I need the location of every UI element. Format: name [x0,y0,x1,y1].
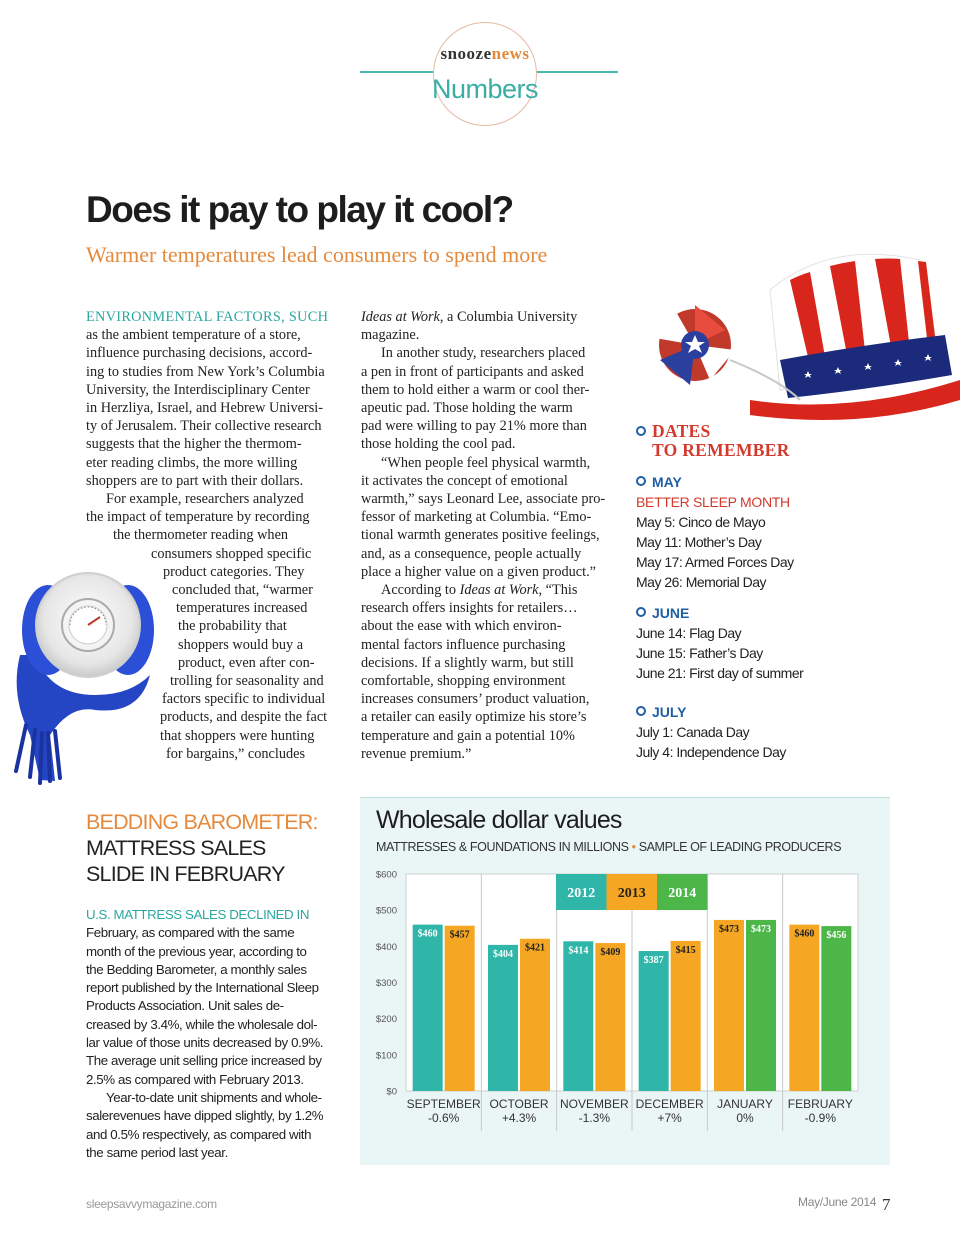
text-line: shoppers are to part with their dollars. [86,472,304,489]
text-line: about the ease with which environ- [361,618,562,635]
bar-value-label: $409 [600,947,621,959]
text-line: creased by 3.4%, while the wholesale dol- [86,1016,318,1032]
text-line: product, even after con- [178,654,315,671]
text-line: eter reading climbs, the more willing [86,454,298,471]
text-line: concluded that, “warmer [172,582,313,599]
text-line: comfortable, shopping environment [361,673,566,690]
text-line: “When people feel physical warmth, [381,454,591,471]
text-line: the probability that [178,618,287,635]
y-tick-label: $300 [375,978,397,989]
text-line: research offers insights for retailers… [361,600,578,617]
bar [413,925,443,1091]
text-line: warmth,” says Leonard Lee, associate pro- [361,491,606,508]
bullet-icon [636,607,646,617]
dates-event: May 5: Cinco de Mayo [636,514,766,530]
text-line: the same period last year. [86,1144,228,1160]
text-line: apeutic pad. Those holding the warm [361,400,573,417]
text-line: Ideas at Work, a Columbia University [361,309,578,325]
text-line: temperature and gain a potential 10% [361,727,575,744]
text-line: temperatures increased [176,600,308,617]
barometer-body [86,906,356,1162]
text-line: the Bedding Barometer, a monthly sales [86,961,307,977]
x-change-label: -1.3% [578,1111,611,1125]
text-line: and 0.5% respectively, as compared with [86,1126,312,1142]
text-line: magazine. [361,327,420,344]
text-line: pad were willing to pay 21% more than [361,418,587,435]
bar-value-label: $421 [525,942,545,954]
text-line: it activates the concept of emotional [361,472,568,489]
page-number: 7 [882,1195,891,1214]
y-tick-label: $0 [386,1086,397,1098]
x-category-label: OCTOBER [489,1097,549,1111]
dates-event: July 1: Canada Day [636,724,750,740]
text-line: consumers shopped specific [151,545,312,562]
bar-value-label: $460 [417,928,438,940]
text-line: tional warmth generates positive feelings, [361,527,600,544]
dates-month-july: JULY [636,704,687,720]
thermostat-scarf-illustration [0,545,170,785]
barometer-title: BEDDING BAROMETER: MATTRESS SALES SLIDE IN FEBRUARY [86,810,318,886]
bar-value-label: $404 [493,948,513,960]
text-line: those holding the cool pad. [361,436,516,453]
uncle-sam-hat-illustration [630,250,960,425]
text-line: report published by the International Sleep [86,980,319,996]
text-line: ENVIRONMENTAL FACTORS, SUCH [86,309,329,325]
text-line: in Herzliya, Israel, and Hebrew Universi- [86,400,323,417]
text-line: suggests that the higher the thermom- [86,436,302,453]
y-tick-label: $600 [375,869,397,881]
bar [563,941,593,1091]
dates-title: DATES TO REMEMBER [636,422,790,460]
x-category-label: JANUARY [717,1097,773,1111]
dates-event: June 14: Flag Day [636,625,742,641]
legend-label: 2012 [567,886,596,901]
x-category-label: SEPTEMBER [406,1097,481,1111]
text-line: a retailer can easily optimize his store’s [361,709,587,726]
text-line: Year-to-date unit shipments and whole- [106,1089,322,1105]
bar-value-label: $457 [449,929,470,941]
text-line: The average unit selling price increased by [86,1053,322,1069]
text-line: factors specific to individual [162,691,326,708]
bar [520,939,550,1091]
bar [746,920,776,1091]
text-line: month of the previous year, according to [86,943,307,959]
text-line: for bargains,” concludes [166,745,306,762]
bar [821,926,851,1091]
x-change-label: +4.3% [501,1111,537,1125]
dates-event: June 15: Father’s Day [636,645,763,661]
section-title: Numbers [431,74,539,104]
text-line: 2.5% as compared with February 2013. [86,1071,304,1087]
article-column-2 [361,308,616,763]
text-line: that shoppers were hunting [160,727,315,744]
text-line: influence purchasing decisions, accord- [86,345,313,362]
x-category-label: NOVEMBER [559,1097,629,1111]
bar-value-label: $414 [568,945,589,957]
text-line: increases consumers’ product valuation, [361,691,590,708]
y-tick-label: $100 [375,1050,397,1062]
y-tick-label: $200 [375,1014,397,1026]
text-line: ty of Jerusalem. Their collective research [86,418,322,435]
text-line: mental factors influence purchasing [361,636,566,653]
dates-month-may: MAY [636,474,682,490]
bar-value-label: $460 [794,928,815,940]
text-line: products, and despite the fact [160,709,328,726]
text-line: fessor of marketing at Columbia. “Emo- [361,509,592,526]
text-line: as the ambient temperature of a store, [86,327,301,344]
text-line: the impact of temperature by recording [86,509,310,526]
x-change-label: 0% [736,1111,754,1125]
y-tick-label: $400 [375,941,397,953]
text-line: decisions. If a slightly warm, but still [361,654,574,671]
x-category-label: FEBRUARY [787,1097,853,1111]
x-change-label: -0.9% [804,1111,837,1125]
text-line: revenue premium.” [361,745,472,762]
dates-may-subtitle: BETTER SLEEP MONTH [636,494,790,510]
bar [714,920,744,1091]
text-line: University, the Interdisciplinary Center [86,381,310,398]
bar-value-label: $473 [751,923,771,935]
footer-issue: May/June 2014 [798,1195,877,1209]
text-line: For example, researchers analyzed [106,491,304,508]
text-line: February, as compared with the same [86,925,295,941]
bar [488,945,518,1091]
bar-value-label: $473 [719,923,739,935]
text-line: place a higher value on a given product.” [361,563,597,580]
dates-event: July 4: Independence Day [636,744,786,760]
text-line: product categories. They [163,563,305,580]
text-line: and, as a consequence, people actually [361,545,582,562]
text-line: ing to studies from New York’s Columbia [86,363,325,380]
text-line: them to hold either a warm or cool ther- [361,381,590,398]
bar-chart [360,860,890,1165]
bar [671,941,701,1091]
legend-label: 2014 [668,886,697,901]
text-line: In another study, researchers placed [381,345,586,362]
x-change-label: -0.6% [427,1111,460,1125]
dates-event: June 21: First day of summer [636,665,804,681]
y-tick-label: $500 [375,905,397,917]
text-line: lar value of those units decreased by 0.9%. [86,1035,324,1051]
footer-url[interactable]: sleepsavvymagazine.com [86,1197,217,1211]
text-line: salerevenues have dipped slightly, by 1.2% [86,1108,324,1124]
dates-event: May 26: Memorial Day [636,574,767,590]
chart-subtitle: MATTRESSES & FOUNDATIONS IN MILLIONS • SAMPLE OF LEADING PRODUCERS [376,840,842,854]
subheadline: Warmer temperatures lead consumers to spend more [86,242,548,267]
bar-value-label: $456 [826,930,847,942]
text-line: trolling for seasonality and [170,673,324,690]
bar [789,925,819,1091]
dates-event: May 17: Armed Forces Day [636,554,794,570]
bar [445,926,475,1091]
text-line: a pen in front of participants and asked [361,363,584,380]
x-category-label: DECEMBER [635,1097,704,1111]
dates-event: May 11: Mother’s Day [636,534,762,550]
text-line: According to Ideas at Work, “This [381,582,578,599]
bullet-icon [636,426,646,436]
bar-value-label: $387 [643,955,664,967]
bar-value-label: $415 [675,944,696,956]
dates-month-june: JUNE [636,605,689,621]
text-line: the thermometer reading when [113,527,289,544]
bar [639,951,669,1091]
bullet-icon [636,476,646,486]
chart-title: Wholesale dollar values [376,806,622,834]
x-change-label: +7% [657,1111,682,1125]
bullet-icon [636,706,646,716]
text-line: Products Association. Unit sales de- [86,998,284,1014]
brand-logo: snoozenews [440,44,530,63]
text-line: shoppers would buy a [178,636,304,653]
text-line: U.S. MATTRESS SALES DECLINED IN [86,907,310,922]
legend-label: 2013 [617,886,646,901]
headline: Does it pay to play it cool? [86,189,513,230]
bar [595,943,625,1091]
